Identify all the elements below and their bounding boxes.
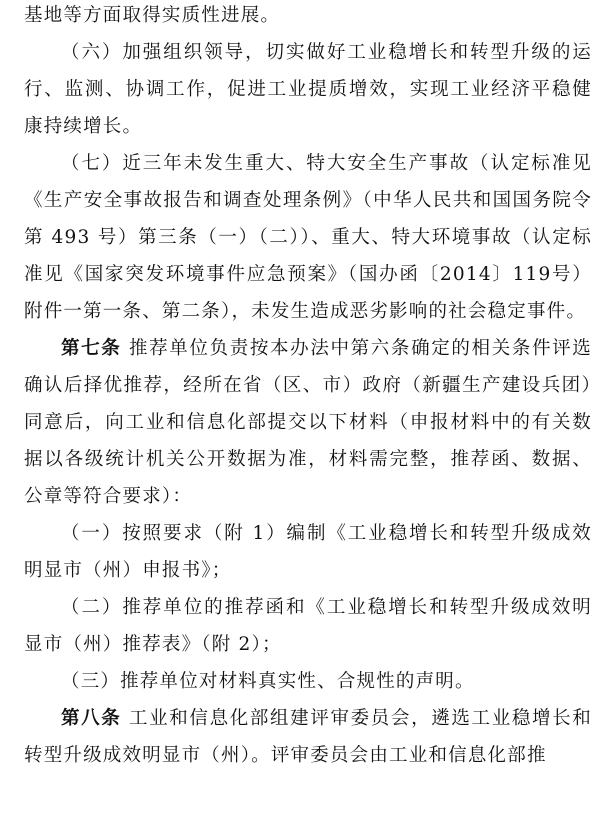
paragraph-text: （七）近三年未发生重大、特大安全生产事故（认定标准见《生产安全事故报告和调查处理条例》（中华人民共和国国务院令第 493 号）第三条（一）（二））、重大、特大环境事故（认定标准见《国家突发环境事件应急预案》（国办函〔2014〕119号）附件一第一条、第二条），未发生造成恶劣影响的社会稳定事件。 [24, 153, 592, 322]
paragraph-continuation [24, 0, 592, 34]
article-heading: 第八条 [61, 708, 122, 729]
paragraph-item-1 [24, 515, 592, 589]
article-7 [24, 330, 592, 515]
paragraph-text: 推荐单位负责按本办法中第六条确定的相关条件评选确认后择优推荐，经所在省（区、市）政府（新疆生产建设兵团）同意后，向工业和信息化部提交以下材料（申报材料中的有关数据以各级统计机关公开数据为准，材料需完整，推荐函、数据、公章等符合要求）： [24, 338, 592, 507]
paragraph-text: 工业和信息化部组建评审委员会，遴选工业稳增长和转型升级成效明显市（州）。评审委员会由工业和信息化部推 [24, 708, 592, 766]
article-8 [24, 700, 592, 774]
paragraph-text: （一）按照要求（附 1）编制《工业稳增长和转型升级成效明显市（州）申报书》； [24, 523, 592, 581]
paragraph-text: （二）推荐单位的推荐函和《工业稳增长和转型升级成效明显市（州）推荐表》（附 2）； [24, 597, 592, 655]
document-page [24, 0, 592, 774]
paragraph-text: 基地等方面取得实质性进展。 [24, 5, 281, 26]
paragraph-item-6 [24, 34, 592, 145]
paragraph-text: （六）加强组织领导，切实做好工业稳增长和转型升级的运行、监测、协调工作，促进工业提质增效，实现工业经济平稳健康持续增长。 [24, 42, 592, 137]
article-heading: 第七条 [61, 338, 122, 359]
paragraph-item-3 [24, 663, 592, 700]
paragraph-text: （三）推荐单位对材料真实性、合规性的声明。 [61, 671, 475, 692]
paragraph-item-2 [24, 589, 592, 663]
paragraph-item-7 [24, 145, 592, 330]
